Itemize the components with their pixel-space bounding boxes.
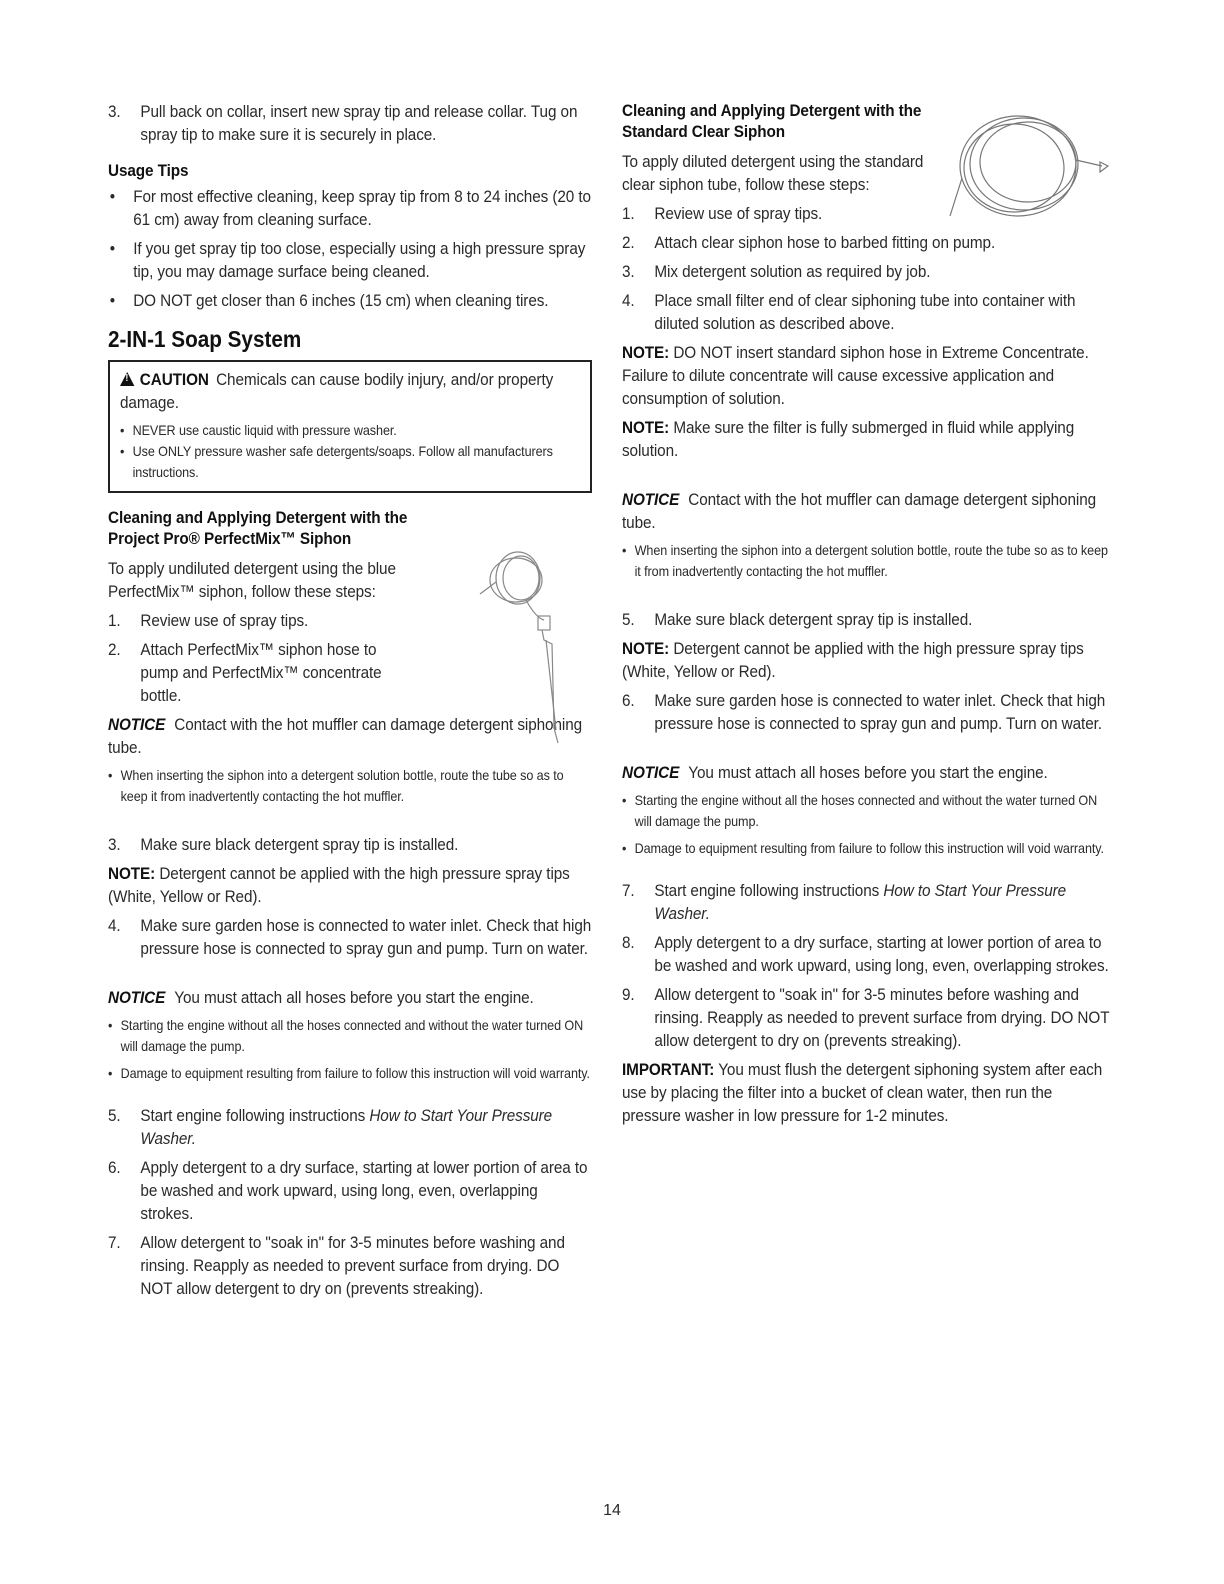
step-text: Pull back on collar, insert new spray tip and release collar. Tug on spray tip to make sure it is securely in place.: [140, 102, 578, 144]
perfectmix-siphon-illustration: [466, 548, 586, 748]
usage-tip-item: • For most effective cleaning, keep spray tip from 8 to 24 inches (20 to 61 cm) away from cleaning surface.: [109, 187, 591, 229]
clear-siphon-hose-illustration: [944, 108, 1112, 224]
caution-label: CAUTION: [139, 370, 209, 389]
notice-item: • When inserting the siphon into a detergent solution bottle, route the tube so as to keep it from inadvertently contacting the hot muffler.: [108, 767, 564, 804]
usage-tip-item: • DO NOT get closer than 6 inches (15 cm) when cleaning tires.: [109, 291, 549, 310]
bullet-icon: •: [120, 422, 125, 438]
step-item: 6. Make sure garden hose is connected to water inlet. Check that high pressure hose is connected to spray gun and pump. Turn on water.: [622, 691, 1106, 733]
step-item: 1. Review use of spray tips.: [108, 611, 309, 630]
bullet-icon: •: [109, 291, 116, 310]
notice-item: • Starting the engine without all the hoses connected and without the water turned ON will damage the pump.: [622, 792, 1098, 829]
notice-item: • Damage to equipment resulting from failure to follow this instruction will void warranty.: [622, 838, 1112, 859]
note-label: NOTE:: [108, 864, 156, 883]
usage-tip-item: • If you get spray tip too close, especially using a high pressure spray tip, you may damage surface being cleaned.: [109, 239, 586, 281]
step-item: 3. Make sure black detergent spray tip is installed.: [108, 835, 459, 854]
step-item: 6. Apply detergent to a dry surface, starting at lower portion of area to be washed and work upward, using long, even, overlapping strokes.: [108, 1158, 588, 1223]
step-item: 8. Apply detergent to a dry surface, starting at lower portion of area to be washed and work upward, using long, even, overlapping strokes.: [622, 933, 1109, 975]
step-number: 3.: [108, 102, 121, 121]
cross-reference: How to Start Your Pressure Washer.: [140, 1106, 553, 1148]
note-label: NOTE:: [622, 343, 670, 362]
notice-item: • Damage to equipment resulting from failure to follow this instruction will void warranty.: [108, 1063, 592, 1084]
step-item: 9. Allow detergent to "soak in" for 3-5 minutes before washing and rinsing. Reapply as needed to prevent surface from drying. DO NOT allow detergent to dry on (prevents streaking).: [622, 985, 1110, 1050]
step-item: 4. Place small filter end of clear siphoning tube into container with diluted solution as described above.: [622, 291, 1076, 333]
important-label: IMPORTANT:: [622, 1060, 715, 1079]
bullet-icon: •: [109, 187, 116, 206]
caution-text: Chemicals can cause bodily injury, and/or property damage.: [120, 370, 554, 412]
caution-item: • Use ONLY pressure washer safe detergents/soaps. Follow all manufacturers instructions.: [120, 443, 553, 480]
bullet-icon: •: [108, 767, 113, 783]
caution-item: • NEVER use caustic liquid with pressure washer.: [120, 420, 580, 441]
section-title: 2-IN-1 Soap System: [108, 326, 302, 352]
cross-reference: How to Start Your Pressure Washer.: [654, 881, 1067, 923]
notice-label: NOTICE: [108, 988, 166, 1007]
notice-label: NOTICE: [108, 715, 166, 734]
usage-tips-heading: Usage Tips: [108, 161, 189, 180]
perfectmix-heading: Cleaning and Applying Detergent with the Project Pro® PerfectMix™ Siphon: [108, 508, 408, 548]
bullet-icon: •: [622, 792, 627, 808]
warning-triangle-icon: [120, 372, 134, 386]
step-item: 1. Review use of spray tips.: [622, 204, 823, 223]
collar-step: [108, 100, 592, 146]
page-number: 14: [603, 1502, 621, 1519]
bullet-icon: •: [108, 1065, 113, 1081]
note-label: NOTE:: [622, 639, 670, 658]
step-item: 7. Start engine following instructions How to Start Your Pressure Washer.: [622, 881, 1067, 923]
step-item: 3. Mix detergent solution as required by job.: [622, 262, 931, 281]
note-label: NOTE:: [622, 418, 670, 437]
notice-item: • When inserting the siphon into a detergent solution bottle, route the tube so as to keep it from inadvertently contacting the hot muffler.: [622, 542, 1108, 579]
step-item: 7. Allow detergent to "soak in" for 3-5 minutes before washing and rinsing. Reapply as needed to prevent surface from drying. DO NOT allow detergent to dry on (prevents streaking).: [108, 1233, 565, 1298]
notice-text: Contact with the hot muffler can damage detergent siphoning tube.: [108, 715, 583, 757]
step-item: 2. Attach PerfectMix™ siphon hose to pump and PerfectMix™ concentrate bottle.: [108, 640, 382, 705]
perfectmix-intro: To apply undiluted detergent using the blue PerfectMix™ siphon, follow these steps:: [108, 559, 396, 601]
step-item: 2. Attach clear siphon hose to barbed fitting on pump.: [622, 233, 996, 252]
notice-label: NOTICE: [622, 763, 680, 782]
bullet-icon: •: [108, 1017, 113, 1033]
clear-siphon-intro: To apply diluted detergent using the standard clear siphon tube, follow these steps:: [622, 152, 924, 194]
right-column: Cleaning and Applying Detergent with the Standard Clear Siphon To apply diluted detergent using the standard clear siphon tube, follow these steps: 1. Review use of spray tips. 2. Attach clear siphon hose to barbed fitting on pump. 3. Mix detergent solution as required by job. 4. Place small filter end of clear siphoning tube into container with diluted solution as described above. NOTE: DO NOT insert standard siphon hose in Extreme Concentrate. Failure to dilute concentrate will cause excessive application and consumption of solution. NOTE: Make sure the filter is fully submerged in fluid while applying solution. NOTICE Contact with the hot muffler can damage detergent siphoning tube. • When inserting the siphon into a detergent solution bottle, route the tube so as to keep it from inadvertently contacting the hot muffler. 5. Make sure black detergent spray tip is installed. NOTE: Detergent cannot be applied with the high pressure spray tips (White, Yellow or Red). 6. Make sure garden hose is connected to water inlet. Check that high pressure hose is connected to spray gun and pump. Turn on water. NOTICE You must attach all hoses before you start the engine. • Starting the engine without all the hoses connected and without the water turned ON will damage the pump. • Damage to equipment resulting from failure to follow this instruction will void warranty. 7. Start engine following instructions How to Start Your Pressure Washer. 8. Apply detergent to a dry surface, starting at lower portion of area to be washed and work upward, using long, even, overlapping strokes. 9. Allow detergent to "soak in" for 3-5 minutes before washing and rinsing. Reapply as needed to prevent surface from drying. DO NOT allow detergent to dry on (prevents streaking). IMPORTANT: You must flush the detergent siphoning system after each use by placing the filter into a bucket of clean water, then run the pressure washer in low pressure for 1-2 minutes.: [622, 100, 1112, 1133]
clear-siphon-heading: Cleaning and Applying Detergent with the Standard Clear Siphon: [622, 101, 922, 141]
step-item: 5. Start engine following instructions How to Start Your Pressure Washer.: [108, 1106, 553, 1148]
caution-box: [108, 360, 592, 493]
step-item: 5. Make sure black detergent spray tip is installed.: [622, 610, 973, 629]
left-column: 3. Pull back on collar, insert new spray tip and release collar. Tug on spray tip to make sure it is securely in place. Usage Tips • For most effective cleaning, keep spray tip from 8 to 24 inches (20 to 61 cm) away from cleaning surface. • If you get spray tip too close, especially using a high pressure spray tip, you may damage surface being cleaned. • DO NOT get closer than 6 inches (15 cm) when cleaning tires. 2-IN-1 Soap System !CAUTION Chemicals can cause bodily injury, and/or property damage. • NEVER use caustic liquid with pressure washer. • Use ONLY pressure washer safe detergents/soaps. Follow all manufacturers instructions. Cleaning and Applying Detergent with the Project Pro® PerfectMix™ Siphon To apply undiluted detergent using the blue PerfectMix™ siphon, follow these steps: 1. Review use of spray tips. 2. Attach PerfectMix™ siphon hose to pump and PerfectMix™ concentrate bottle. NOTICE Contact with the hot muffler can damage detergent siphoning tube. • When inserting the siphon into a detergent solution bottle, route the tube so as to keep it from inadvertently contacting the hot muffler. 3. Make sure black detergent spray tip is installed. NOTE: Detergent cannot be applied with the high pressure spray tips (White, Yellow or Red). 4. Make sure garden hose is connected to water inlet. Check that high pressure hose is connected to spray gun and pump. Turn on water. NOTICE You must attach all hoses before you start the engine. • Starting the engine without all the hoses connected and without the water turned ON will damage the pump. • Damage to equipment resulting from failure to follow this instruction will void warranty. 5. Start engine following instructions How to Start Your Pressure Washer. 6. Apply detergent to a dry surface, starting at lower portion of area to be washed and work upward, using long, even, overlapping strokes. 7. Allow detergent to "soak in" for 3-5 minutes before washing and rinsing. Reapply as needed to prevent surface from drying. DO NOT allow detergent to dry on (prevents streaking).: [108, 100, 592, 1306]
notice-item: • Starting the engine without all the hoses connected and without the water turned ON will damage the pump.: [108, 1017, 584, 1054]
notice-label: NOTICE: [622, 490, 680, 509]
bullet-icon: •: [622, 840, 627, 856]
step-item: 4. Make sure garden hose is connected to water inlet. Check that high pressure hose is connected to spray gun and pump. Turn on water.: [108, 916, 592, 958]
bullet-icon: •: [109, 239, 116, 258]
bullet-icon: •: [120, 443, 125, 459]
bullet-icon: •: [622, 542, 627, 558]
